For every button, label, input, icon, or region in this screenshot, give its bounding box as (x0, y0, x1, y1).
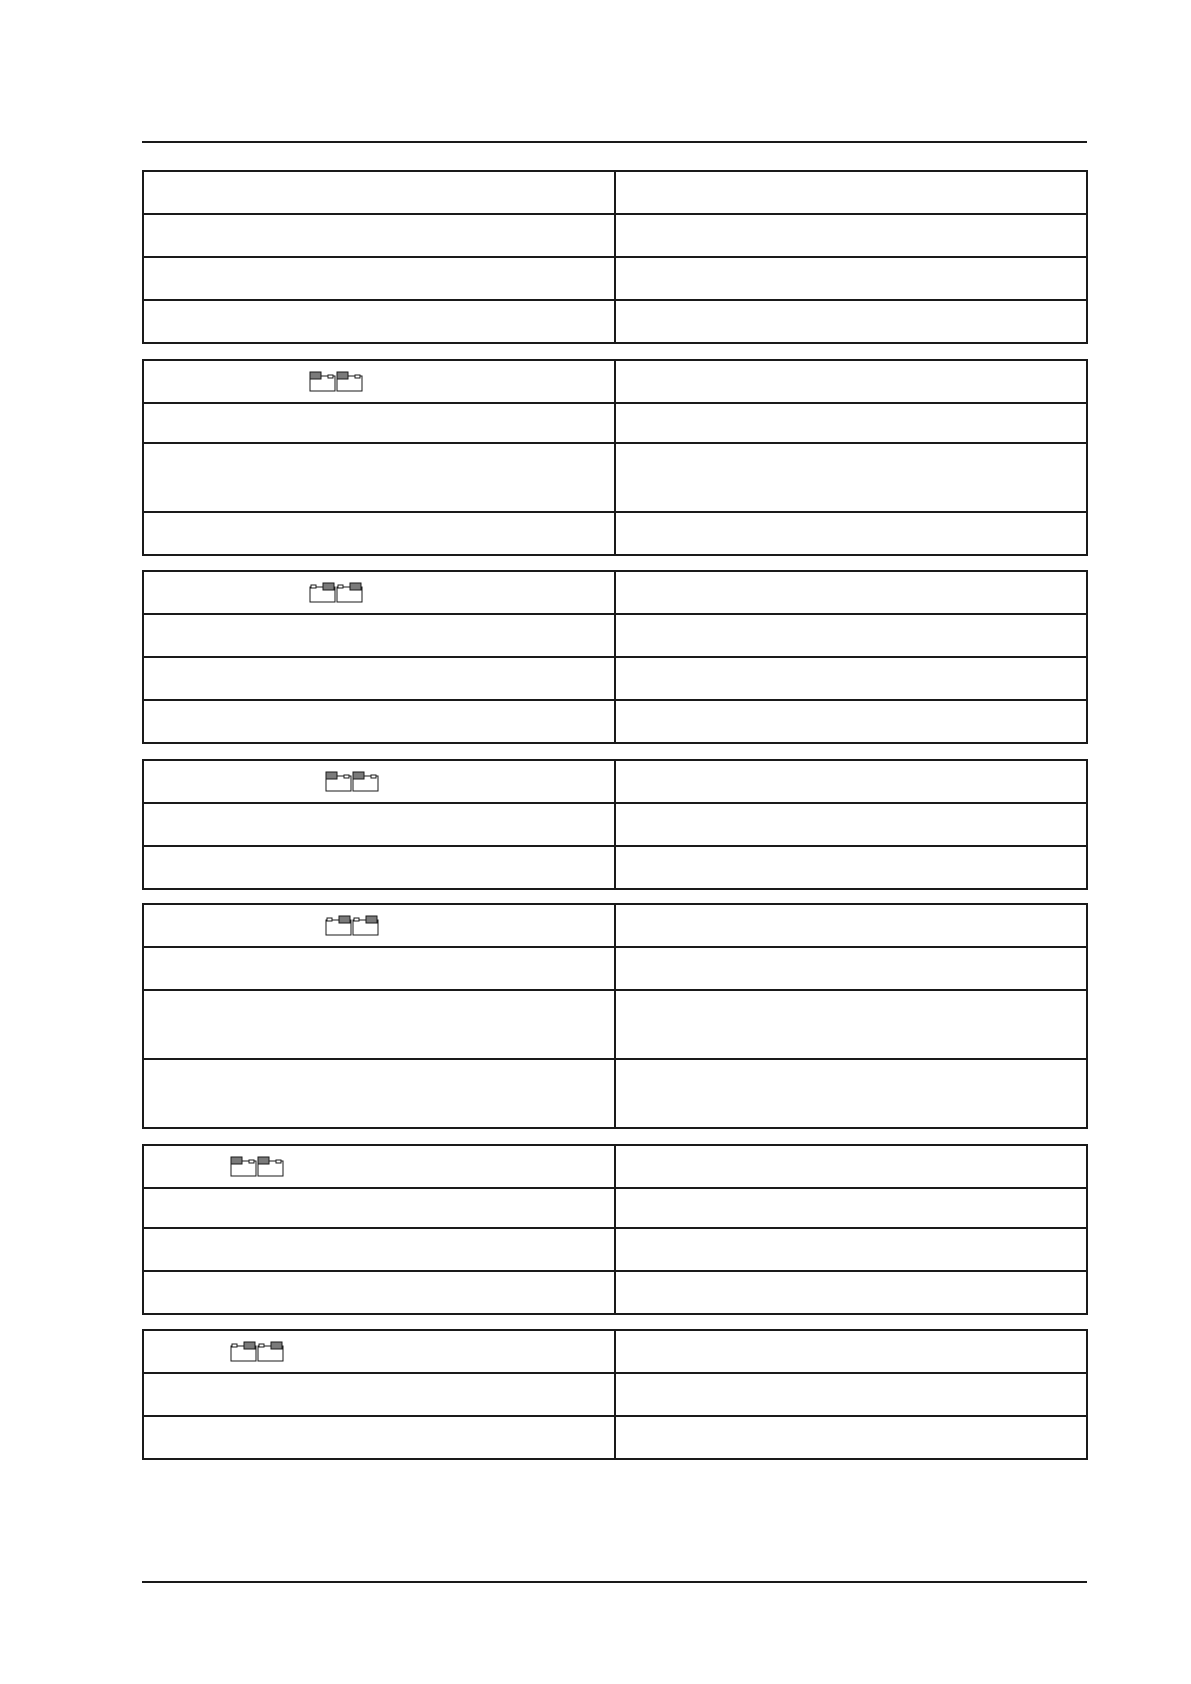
header-rule (142, 141, 1087, 143)
table-row (143, 846, 1087, 889)
cell-left (143, 760, 615, 803)
cell-right (615, 990, 1087, 1059)
cell-right (615, 300, 1087, 343)
cell-left (143, 700, 615, 743)
table-row (143, 571, 1087, 614)
cell-left (143, 990, 615, 1059)
dual-slot-pattern-a-icon (309, 371, 367, 393)
cell-right (615, 1271, 1087, 1314)
cell-left (143, 443, 615, 512)
table-row (143, 1330, 1087, 1373)
cell-right (615, 571, 1087, 614)
table-row (143, 300, 1087, 343)
table-row (143, 512, 1087, 555)
cell-right (615, 257, 1087, 300)
cell-left (143, 403, 615, 443)
table-row (143, 1188, 1087, 1228)
table-row (143, 1271, 1087, 1314)
spec-table-2 (142, 359, 1088, 556)
cell-right (615, 171, 1087, 214)
table-row (143, 257, 1087, 300)
cell-right (615, 512, 1087, 555)
spec-table-1 (142, 170, 1088, 344)
footer-rule (142, 1581, 1087, 1583)
table-row (143, 803, 1087, 846)
table-row (143, 1416, 1087, 1459)
cell-left (143, 171, 615, 214)
cell-right (615, 1145, 1087, 1188)
cell-right (615, 614, 1087, 657)
table-row (143, 403, 1087, 443)
cell-left (143, 904, 615, 947)
cell-left (143, 1188, 615, 1228)
cell-left (143, 571, 615, 614)
table-row (143, 904, 1087, 947)
cell-left (143, 1330, 615, 1373)
cell-left (143, 512, 615, 555)
cell-right (615, 403, 1087, 443)
table-row (143, 1059, 1087, 1128)
cell-left (143, 214, 615, 257)
cell-left (143, 1059, 615, 1128)
table-row (143, 614, 1087, 657)
table-row (143, 360, 1087, 403)
cell-left (143, 1228, 615, 1271)
dual-slot-pattern-a-icon (325, 771, 383, 793)
table-row (143, 990, 1087, 1059)
table-row (143, 443, 1087, 512)
cell-right (615, 947, 1087, 990)
cell-left (143, 1271, 615, 1314)
dual-slot-pattern-a-icon (230, 1156, 288, 1178)
table-row (143, 1228, 1087, 1271)
cell-left (143, 614, 615, 657)
cell-left (143, 947, 615, 990)
cell-right (615, 214, 1087, 257)
spec-table-3 (142, 570, 1088, 744)
spec-table-6 (142, 1144, 1088, 1315)
cell-left (143, 257, 615, 300)
cell-left (143, 1373, 615, 1416)
cell-right (615, 1059, 1087, 1128)
spec-table-5 (142, 903, 1088, 1129)
cell-right (615, 1188, 1087, 1228)
cell-left (143, 803, 615, 846)
table-row (143, 947, 1087, 990)
cell-right (615, 443, 1087, 512)
cell-left (143, 1145, 615, 1188)
cell-right (615, 657, 1087, 700)
cell-right (615, 360, 1087, 403)
table-row (143, 1373, 1087, 1416)
table-row (143, 700, 1087, 743)
cell-left (143, 657, 615, 700)
cell-right (615, 1228, 1087, 1271)
cell-right (615, 1373, 1087, 1416)
cell-right (615, 760, 1087, 803)
cell-right (615, 1330, 1087, 1373)
cell-left (143, 360, 615, 403)
table-row (143, 657, 1087, 700)
cell-right (615, 904, 1087, 947)
table-row (143, 760, 1087, 803)
cell-right (615, 700, 1087, 743)
cell-left (143, 846, 615, 889)
table-row (143, 1145, 1087, 1188)
dual-slot-pattern-b-icon (325, 915, 383, 937)
dual-slot-pattern-b-icon (230, 1341, 288, 1363)
table-row (143, 171, 1087, 214)
cell-left (143, 300, 615, 343)
spec-table-4 (142, 759, 1088, 890)
dual-slot-pattern-b-icon (309, 582, 367, 604)
spec-table-7 (142, 1329, 1088, 1460)
table-row (143, 214, 1087, 257)
cell-right (615, 803, 1087, 846)
cell-right (615, 1416, 1087, 1459)
cell-left (143, 1416, 615, 1459)
cell-right (615, 846, 1087, 889)
